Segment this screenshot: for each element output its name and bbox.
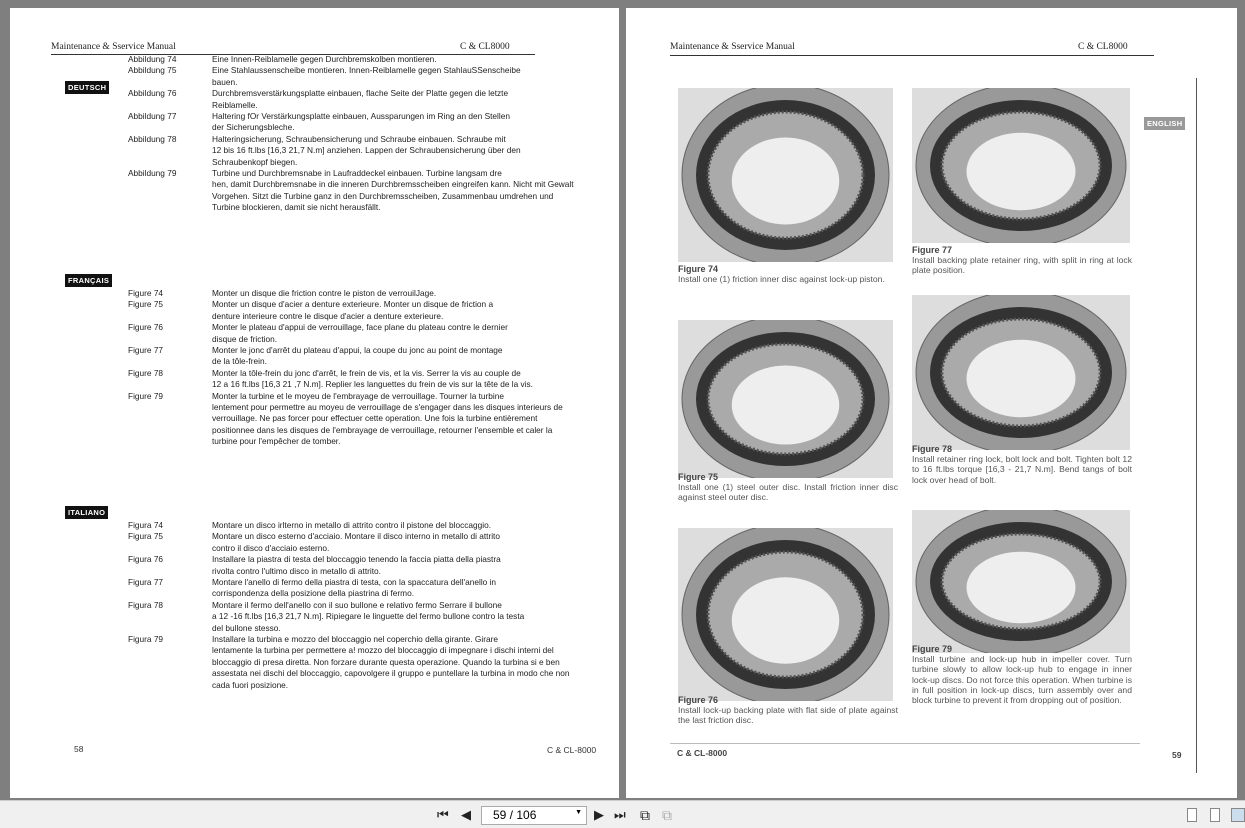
instruction-text: bauen. bbox=[212, 76, 238, 87]
figure-label: Figure 79 bbox=[128, 390, 164, 401]
instruction-entry bbox=[128, 368, 608, 391]
instruction-section bbox=[128, 288, 608, 448]
instruction-text: del bullone stesso. bbox=[212, 622, 281, 633]
figure-description: Install lock-up backing plate with flat side of plate against the last friction disc. bbox=[678, 705, 898, 726]
footer-model: C & CL-8000 bbox=[677, 748, 728, 758]
header-title: Maintenance & Sservice Manual bbox=[51, 42, 176, 52]
instruction-entry bbox=[128, 65, 608, 88]
instruction-text: Monter la turbine et le moyeu de l'embrayage de verrouillage. Tourner la turbine bbox=[212, 390, 504, 401]
instruction-entry bbox=[128, 288, 608, 299]
instruction-text: 12 a 16 ft.lbs [16,3 21 ,7 N.m]. Replier les languettes du frein de vis sur la tête de la vis. bbox=[212, 379, 533, 390]
instruction-entry bbox=[128, 134, 608, 168]
instruction-text: Installare la piastra di testa del bloccaggio tenendo la faccia piatta della piastra bbox=[212, 554, 501, 565]
instruction-text: Turbine blockieren, damit sie nicht herausfällt. bbox=[212, 202, 381, 213]
instruction-text: Montare un disco irlterno in metallo di attrito contro il pistone del bloccaggio. bbox=[212, 520, 492, 530]
instruction-section bbox=[128, 54, 608, 214]
instruction-entry bbox=[128, 168, 608, 214]
figure-label: Abbildung 79 bbox=[128, 168, 177, 179]
figure-label: Figura 78 bbox=[128, 599, 164, 610]
instruction-text: Monter le jonc d'arrêt du plateau d'appui, la coupe du jonc au point de montage bbox=[212, 345, 503, 356]
instruction-text: Monter un disque d'acier a denture exterieure. Monter un disque de friction a bbox=[212, 299, 494, 310]
page-number-select[interactable] bbox=[481, 806, 587, 825]
instruction-entry bbox=[128, 600, 608, 634]
instruction-text: positionnee dans les disques de l'embrayage de verrouillage, retourner l'ensemble et caler la bbox=[212, 424, 553, 435]
right-page bbox=[626, 8, 1237, 798]
chevron-down-icon: ▼ bbox=[575, 809, 582, 816]
figure-label: Figura 79 bbox=[128, 634, 164, 645]
instruction-text: contro il disco d'acciaio esterno. bbox=[212, 542, 330, 553]
instruction-text: Turbine und Durchbremsnabe in Laufraddeckel einbauen. Turbine langsam dre bbox=[212, 168, 502, 179]
page-edge-line bbox=[1196, 78, 1197, 773]
instruction-entry bbox=[128, 345, 608, 368]
figure-title: Figure 77 bbox=[912, 245, 953, 255]
instruction-text: bloccaggio di presa diretta. Non forzare durante questa operazione. Quando la turbina si e ben bbox=[212, 656, 560, 667]
figure-label: Figure 78 bbox=[128, 367, 164, 378]
instruction-text: cada fuori posizione. bbox=[212, 679, 289, 690]
instruction-text: rivolta contro l'ultimo disco in metallo di attrito. bbox=[212, 565, 381, 576]
instruction-text: de la tôle-frein. bbox=[212, 356, 267, 367]
figure-description: Install one (1) steel outer disc. Install friction inner disc against steel outer disc. bbox=[678, 482, 898, 503]
instruction-text: hen, damit Durchbremsnabe in die inneren Durchbremsscheiben eingreifen kann. Nicht mit Gewalt bbox=[212, 179, 574, 190]
figure-photo bbox=[912, 295, 1130, 450]
last-page-button[interactable]: ⏭ bbox=[614, 807, 626, 822]
instruction-text: Haltering fOr Verstärkungsplatte einbauen, Aussparungen im Ring an den Stellen bbox=[212, 111, 510, 122]
figure-photo bbox=[678, 320, 893, 478]
figure-label: Figure 76 bbox=[128, 322, 164, 333]
figure-caption bbox=[912, 444, 1132, 485]
footer-rule bbox=[670, 743, 1140, 744]
pdf-toolbar bbox=[0, 800, 1245, 828]
instruction-text: lentement pour permettre au moyeu de verrouillage de s'engager dans les disques interieurs de bbox=[212, 402, 563, 413]
language-tag-english: ENGLISH bbox=[1144, 117, 1185, 130]
figure-caption bbox=[912, 644, 1132, 705]
instruction-text: disque de friction. bbox=[212, 333, 278, 344]
instruction-entry bbox=[128, 554, 608, 577]
figure-label: Abbildung 76 bbox=[128, 88, 177, 99]
instruction-text: Montare un disco esterno d'acciaio. Montare il disco interno in metallo di attrito bbox=[212, 531, 500, 542]
instruction-entry bbox=[128, 391, 608, 448]
instruction-text: turbine pour l'empêcher de tomber. bbox=[212, 436, 341, 447]
instruction-entry bbox=[128, 520, 608, 531]
instruction-text: Montare il fermo dell'anello con il suo bullone e relativo fermo Serrare il bullone bbox=[212, 599, 502, 610]
instruction-text: denture interieure contre le disque d'acier a denture exterieure. bbox=[212, 310, 444, 321]
instruction-text: 12 bis 16 ft.lbs [16,3 21,7 N.m] anziehen. Lappen der Schraubensicherung über den bbox=[212, 145, 521, 156]
figure-label: Figure 77 bbox=[128, 345, 164, 356]
figure-caption bbox=[678, 472, 898, 503]
figure-label: Abbildung 74 bbox=[128, 54, 177, 64]
instruction-text: Vorgehen. Sitzt die Turbine ganz in den Durchbremsscheiben, Zusammenbau umdrehen und bbox=[212, 190, 554, 201]
instruction-text: Reiblamelle. bbox=[212, 99, 258, 110]
header-rule bbox=[670, 55, 1154, 56]
instruction-text: Monter le plateau d'appui de verrouillage, face plane du plateau contre le dernier bbox=[212, 322, 508, 333]
fit-width-icon[interactable]: ⧉ bbox=[662, 807, 672, 823]
figure-photo bbox=[912, 88, 1130, 243]
figure-label: Figura 76 bbox=[128, 554, 164, 565]
figure-description: Install turbine and lock-up hub in impeller cover. Turn turbine slowly to allow lock-up hub to engage in inner lock-up discs. Do not force this operation. When turbine is in full position in lock-up discs, turn assembly over and block turbine to prevent it from dropping out of position. bbox=[912, 654, 1132, 706]
instruction-text: Durchbremsverstärkungsplatte einbauen, flache Seite der Platte gegen die letzte bbox=[212, 88, 509, 99]
header-model: C & CL8000 bbox=[1078, 42, 1128, 52]
figure-label: Abbildung 75 bbox=[128, 65, 177, 76]
instruction-text: Monter un disque die friction contre le piston de verrouilJage. bbox=[212, 288, 437, 298]
instruction-text: Schraubenkopf biegen. bbox=[212, 156, 298, 167]
instruction-entry bbox=[128, 299, 608, 322]
figure-label: Figura 74 bbox=[128, 520, 164, 530]
language-tag: ITALIANO bbox=[65, 506, 108, 519]
footer-model: C & CL-8000 bbox=[547, 745, 597, 755]
figure-description: Install one (1) friction inner disc against lock-up piston. bbox=[678, 274, 885, 285]
instruction-entry bbox=[128, 88, 608, 111]
instruction-entry bbox=[128, 322, 608, 345]
figure-photo bbox=[678, 528, 893, 701]
figure-photo bbox=[678, 88, 893, 262]
instruction-entry bbox=[128, 634, 608, 691]
figure-title: Figure 74 bbox=[678, 264, 719, 274]
language-tag: FRANÇAIS bbox=[65, 274, 112, 287]
instruction-text: corrispondenza della posizione della piastrina di fermo. bbox=[212, 588, 415, 599]
figure-label: Figure 74 bbox=[128, 288, 164, 298]
two-page-view-icon[interactable] bbox=[1231, 808, 1245, 822]
figure-caption bbox=[912, 245, 1132, 276]
page-number-value: 59 / 106 bbox=[493, 808, 537, 822]
instruction-text: Eine Innen-Reiblamelle gegen Durchbremskolben montieren. bbox=[212, 54, 437, 64]
figure-description: Install retainer ring lock, bolt lock and bolt. Tighten bolt 12 to 16 ft.lbs torque [16,3 - 21,7 N.m]. Bend tangs of bolt lock over head of bolt. bbox=[912, 454, 1132, 485]
figure-caption bbox=[678, 264, 898, 284]
figure-title: Figure 75 bbox=[678, 472, 719, 482]
instruction-text: Installare la turbina e mozzo del bloccaggio nel coperchio della girante. Girare bbox=[212, 634, 498, 645]
page-number: 58 bbox=[74, 744, 84, 754]
language-tag: DEUTSCH bbox=[65, 81, 109, 94]
next-page-button[interactable]: ▶ bbox=[594, 807, 604, 822]
figure-label: Abbildung 78 bbox=[128, 133, 177, 144]
single-page-view-icon[interactable] bbox=[1187, 808, 1197, 822]
figure-title: Figure 79 bbox=[912, 644, 953, 654]
instruction-text: Montare l'anello di fermo della piastra di testa, con la spaccatura dell'anello in bbox=[212, 577, 497, 588]
instruction-entry bbox=[128, 111, 608, 134]
instruction-text: der Sicherungsbleche. bbox=[212, 122, 295, 133]
instruction-text: Eine Stahlaussenscheibe montieren. Innen-Reiblamelle gegen StahlauSSenscheibe bbox=[212, 65, 521, 76]
figure-title: Figure 76 bbox=[678, 695, 719, 705]
continuous-view-icon[interactable] bbox=[1210, 808, 1220, 822]
figure-label: Abbildung 77 bbox=[128, 111, 177, 122]
figure-label: Figura 77 bbox=[128, 577, 164, 588]
instruction-entry bbox=[128, 531, 608, 554]
header-model: C & CL8000 bbox=[460, 42, 510, 52]
instruction-entry bbox=[128, 54, 608, 65]
instruction-section bbox=[128, 520, 608, 691]
instruction-text: Halteringsicherung, Schraubensicherung und Schraube einbauen. Schraube mit bbox=[212, 133, 506, 144]
instruction-entry bbox=[128, 577, 608, 600]
page-number: 59 bbox=[1172, 750, 1182, 760]
figure-label: Figure 75 bbox=[128, 299, 164, 310]
instruction-text: assestata nei dischi del bloccaggio, capovolgere il gruppo e puntellare la turbina in modo che non bbox=[212, 668, 570, 679]
figure-photo bbox=[912, 510, 1130, 653]
instruction-text: verrouillage. Ne pas forcer pour effectuer cette operation. Une fois la turbine entièrement bbox=[212, 413, 538, 424]
previous-page-button[interactable]: ◀ bbox=[461, 807, 471, 822]
fit-page-icon[interactable]: ⧉ bbox=[640, 807, 650, 823]
figure-description: Install backing plate retainer ring, with split in ring at lock plate position. bbox=[912, 255, 1132, 276]
figure-title: Figure 78 bbox=[912, 444, 953, 454]
instruction-text: Monter la tôle-frein du jonc d'arrêt, le frein de vis, et la vis. Serrer la vis au couple de bbox=[212, 367, 521, 378]
left-page bbox=[10, 8, 619, 798]
instruction-text: lentamente la turbina per permettere a! mozzo del bloccaggio di impegnare i dischi interni del bbox=[212, 645, 554, 656]
instruction-text: a 12 -16 ft.lbs [16,3 21,7 N.m]. Ripiegare le linguette del fermo bullone contro la testa bbox=[212, 611, 525, 622]
first-page-button[interactable]: ⏮ bbox=[437, 807, 449, 822]
figure-label: Figura 75 bbox=[128, 531, 164, 542]
header-title: Maintenance & Sservice Manual bbox=[670, 42, 795, 52]
figure-caption bbox=[678, 695, 898, 726]
